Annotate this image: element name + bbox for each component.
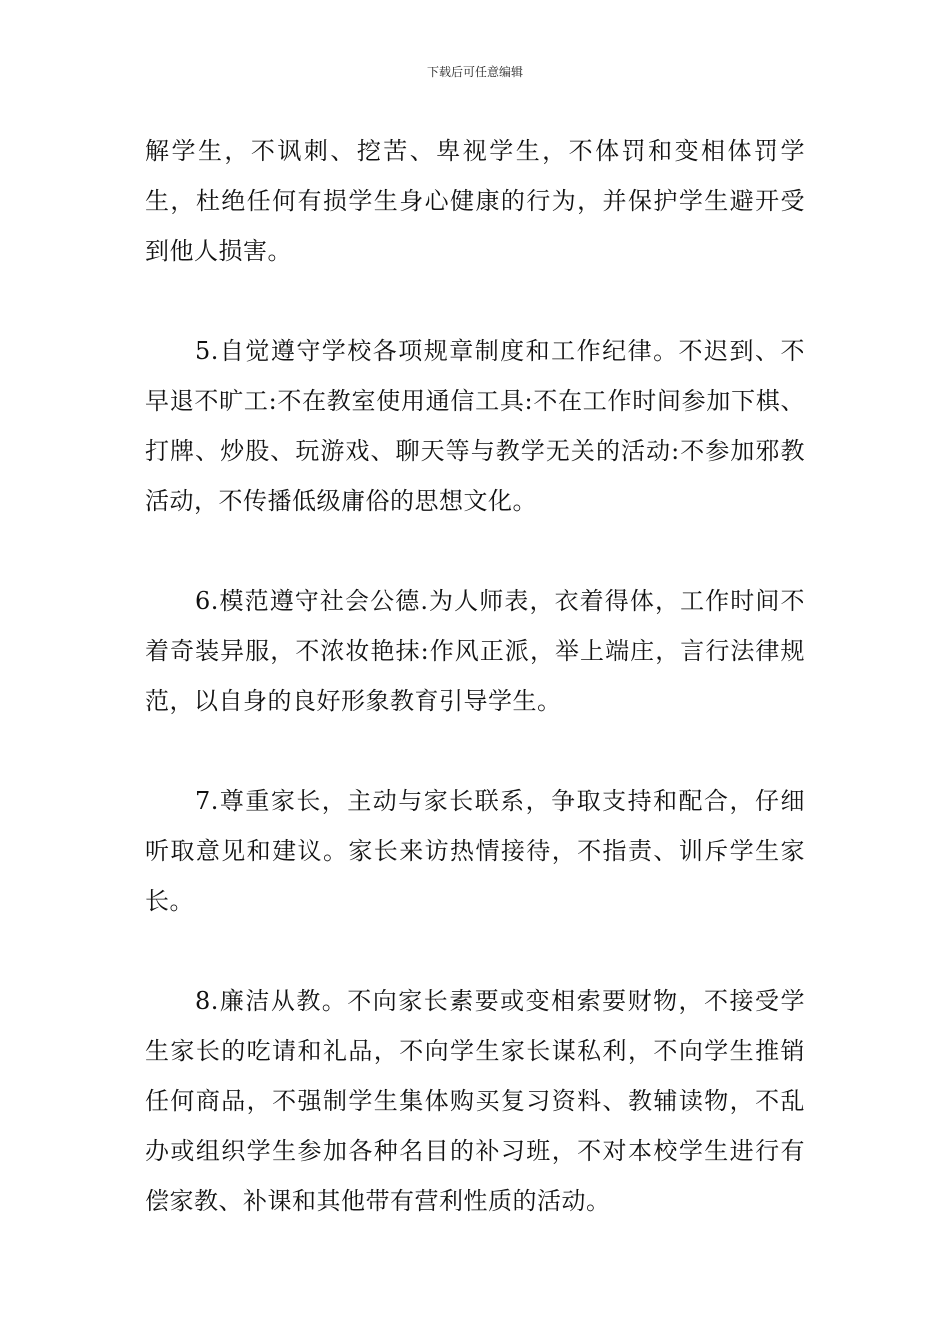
paragraph-gap — [145, 276, 805, 326]
paragraph-gap — [145, 526, 805, 576]
paragraph-item-8: 8.廉洁从教。不向家长素要或变相索要财物，不接受学生家长的吃请和礼品，不向学生家长谋私利，不向学生推销任何商品，不强制学生集体购买复习资料、教辅读物，不乱办或组织学生参加各种名目的补习班，不对本校学生进行有偿家教、补课和其他带有营利性质的活动。 — [145, 987, 805, 1215]
page-header: 下载后可任意编辑 — [426, 65, 523, 79]
document-body — [145, 126, 805, 1226]
paragraph-item-6: 6.模范遵守社会公德.为人师表，衣着得体，工作时间不着奇装异服，不浓妆艳抹:作风正派，举上端庄，言行法律规范，以自身的良好形象教育引导学生。 — [145, 587, 805, 715]
paragraph-item-5: 5.自觉遵守学校各项规章制度和工作纪律。不迟到、不早退不旷工:不在教室使用通信工具:不在工作时间参加下棋、打牌、炒股、玩游戏、聊天等与教学无关的活动:不参加邪教活动，不传播低级庸俗的思想文化。 — [145, 337, 805, 515]
paragraph-continuation: 解学生，不讽刺、挖苦、卑视学生，不体罚和变相体罚学生，杜绝任何有损学生身心健康的行为，并保护学生避开受到他人损害。 — [145, 137, 805, 265]
paragraph-item-7: 7.尊重家长，主动与家长联系，争取支持和配合，仔细听取意见和建议。家长来访热情接待，不指责、训斥学生家长。 — [145, 787, 805, 915]
paragraph-gap — [145, 726, 805, 776]
paragraph-gap — [145, 926, 805, 976]
